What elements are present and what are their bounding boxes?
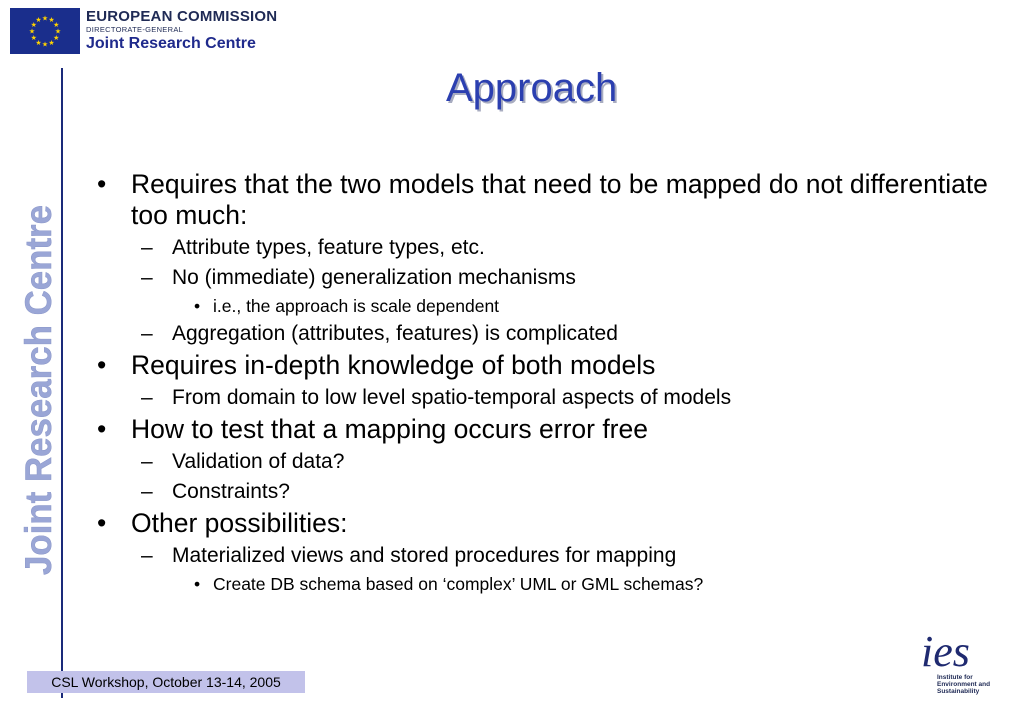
bullet-marker: – <box>141 544 153 567</box>
org-name-line3: Joint Research Centre <box>86 35 256 52</box>
bullet-text: Requires that the two models that need to be mapped do not differentiate too much: <box>131 169 988 230</box>
eu-star-icon: ★ <box>30 21 37 29</box>
eu-star-icon: ★ <box>48 16 55 25</box>
bullet-marker: • <box>194 574 201 594</box>
bullet-item-level2 <box>97 384 997 412</box>
bullet-text: No (immediate) generalization mechanisms <box>172 266 576 289</box>
eu-star-icon: ★ <box>53 34 60 42</box>
org-name-line1: EUROPEAN COMMISSION <box>86 8 278 25</box>
bullet-text: Attribute types, feature types, etc. <box>172 236 485 259</box>
sidebar-label-text: Joint Research Centre <box>18 200 58 575</box>
bullet-text: Aggregation (attributes, features) is complicated <box>172 322 618 345</box>
bullet-text: Create DB schema based on ‘complex’ UML or GML schemas? <box>213 574 704 594</box>
org-name-line2: DIRECTORATE-GENERAL <box>86 25 184 34</box>
slide-title: Approach <box>446 66 618 110</box>
bullet-marker: – <box>141 480 153 503</box>
ies-caption-line3: Sustainability <box>937 688 980 695</box>
eu-star-icon: ★ <box>35 16 42 25</box>
eu-star-icon: ★ <box>30 34 37 42</box>
bullet-item-level3 <box>97 573 997 595</box>
org-name <box>86 8 277 53</box>
bullet-marker: – <box>141 386 153 409</box>
bullet-item-level1 <box>97 350 997 381</box>
ies-caption-line2: Environment and <box>937 681 991 688</box>
bullet-marker: • <box>97 414 107 444</box>
bullet-list <box>97 167 997 598</box>
bullet-marker: • <box>97 508 107 538</box>
eu-star-icon: ★ <box>41 14 49 23</box>
bullet-text: Other possibilities: <box>131 508 348 538</box>
ies-logo-word: ies <box>921 627 970 676</box>
bullet-item-level2 <box>97 320 997 348</box>
bullet-marker: – <box>141 450 153 473</box>
bullet-text: From domain to low level spatio-temporal aspects of models <box>172 386 732 409</box>
eu-star-icon: ★ <box>54 27 62 36</box>
bullet-item-level1 <box>97 414 997 445</box>
eu-star-icon: ★ <box>28 27 36 36</box>
bullet-item-level2 <box>97 264 997 292</box>
eu-star-icon: ★ <box>35 38 42 47</box>
bullet-item-level1 <box>97 508 997 539</box>
bullet-text: Materialized views and stored procedures for mapping <box>172 544 677 567</box>
bullet-text: How to test that a mapping occurs error free <box>131 414 648 444</box>
bullet-marker: • <box>97 169 107 199</box>
ies-logo <box>915 627 1007 702</box>
ies-logo-caption <box>937 674 990 695</box>
sidebar-label <box>10 200 58 580</box>
bullet-item-level2 <box>97 478 997 506</box>
bullet-marker: – <box>141 322 153 345</box>
bullet-marker: • <box>194 296 201 316</box>
bullet-item-level1 <box>97 169 997 231</box>
bullet-marker: • <box>97 350 107 380</box>
bullet-marker: – <box>141 266 153 289</box>
eu-commission-logo <box>10 8 282 58</box>
bullet-item-level2 <box>97 448 997 476</box>
vertical-divider <box>61 68 63 698</box>
eu-star-icon: ★ <box>41 40 49 49</box>
bullet-item-level3 <box>97 295 997 317</box>
bullet-item-level2 <box>97 542 997 570</box>
eu-star-icon: ★ <box>48 38 55 47</box>
bullet-text: Requires in-depth knowledge of both models <box>131 350 656 380</box>
eu-flag-icon <box>10 8 80 54</box>
bullet-text: Validation of data? <box>172 450 345 473</box>
bullet-item-level2 <box>97 234 997 262</box>
bullet-text: i.e., the approach is scale dependent <box>213 296 500 316</box>
bullet-text: Constraints? <box>172 480 290 503</box>
bullet-marker: – <box>141 236 153 259</box>
footer-text: CSL Workshop, October 13-14, 2005 <box>27 671 305 693</box>
ies-caption-line1: Institute for <box>937 674 973 681</box>
eu-star-icon: ★ <box>53 21 60 29</box>
